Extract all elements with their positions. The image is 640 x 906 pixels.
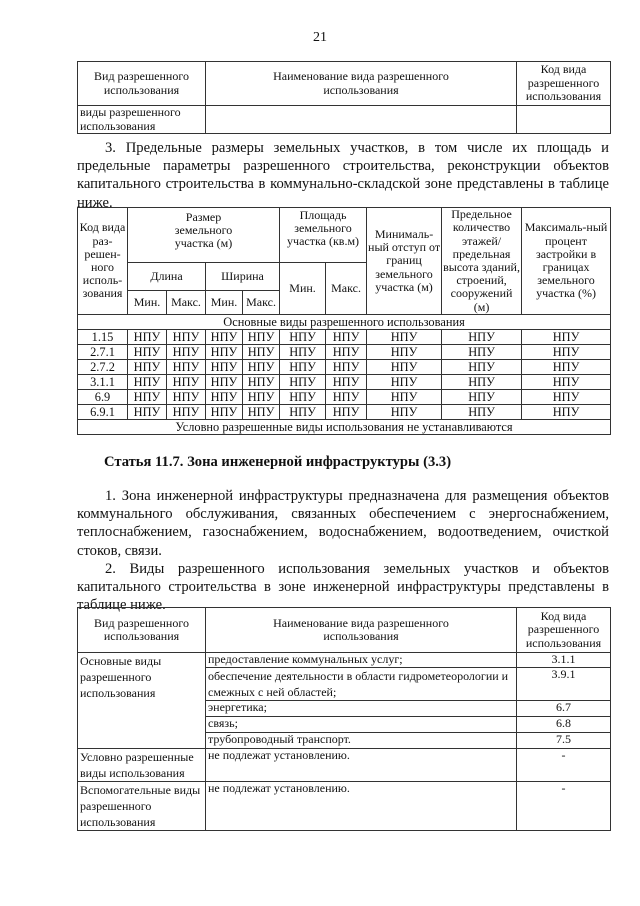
value-cell: НПУ [280,390,326,405]
value-cell: НПУ [326,375,367,390]
auxiliary-label: Вспомогательные виды разрешенного использования [78,782,206,831]
value-cell: НПУ [326,345,367,360]
value-cell: НПУ [128,330,167,345]
header-cell: Наименование вида разрешенного использования [206,62,517,106]
code-cell: 1.15 [78,330,128,345]
value-cell: НПУ [128,390,167,405]
table-cell: виды разрешенного использования [78,106,206,134]
value-cell: НПУ [206,360,243,375]
value-cell: НПУ [128,405,167,420]
header-cell: Вид разрешенного использования [78,62,206,106]
value-cell: НПУ [367,330,442,345]
header-length-max: Макс. [167,291,206,315]
section-main: Основные виды разрешенного использования [78,315,611,330]
use-code: 7.5 [517,733,611,749]
code-cell: 2.7.1 [78,345,128,360]
table-land-parameters [77,207,611,435]
use-code: 6.8 [517,717,611,733]
value-cell: НПУ [243,345,280,360]
article-heading: Статья 11.7. Зона инженерной инфраструктуры (3.3) [104,454,452,470]
value-cell: НПУ [442,405,522,420]
auxiliary-value: не подлежат установлению. [206,782,517,831]
value-cell: НПУ [243,405,280,420]
header-cell: Вид разрешенного использования [78,608,206,653]
value-cell: НПУ [326,330,367,345]
value-cell: НПУ [442,375,522,390]
table-cell [206,106,517,134]
paragraph-2: 2. Виды разрешенного использования земельных участков и объектов капитального строительства в зоне инженерной инфраструктуры представлены в таблице ниже. [77,561,609,614]
value-cell: НПУ [326,405,367,420]
table-permitted-uses-continued [77,61,611,134]
value-cell: НПУ [522,360,611,375]
value-cell: НПУ [243,360,280,375]
value-cell: НПУ [243,330,280,345]
header-floors: Предельное количество этажей/ предельная высота зданий, строений, сооружений (м) [443,207,520,314]
value-cell: НПУ [522,405,611,420]
value-cell: НПУ [206,375,243,390]
header-width-max: Макс. [243,291,280,315]
header-length: Длина [128,263,206,291]
value-cell: НПУ [243,375,280,390]
value-cell: НПУ [167,360,206,375]
value-cell: НПУ [326,360,367,375]
header-area: Площадь земельного участка (кв.м) [280,208,367,263]
value-cell: НПУ [442,390,522,405]
code-cell: 3.1.1 [78,375,128,390]
table-infrastructure-uses [77,607,611,831]
header-cell: Код вида разрешенного использования [517,62,611,106]
value-cell: НПУ [243,390,280,405]
use-name: обеспечение деятельности в области гидрометеорологии и смежных с ней областей; [206,668,517,701]
paragraph-3: 3. Предельные размеры земельных участков, в том числе их площадь и предельные параметры разрешенного строительства, реконструкции объектов капитального строительства в коммунально-складской зоне представлены в таблице ниже. [77,140,609,211]
value-cell: НПУ [367,375,442,390]
value-cell: НПУ [206,330,243,345]
conditional-value: не подлежат установлению. [206,749,517,782]
value-cell: НПУ [522,390,611,405]
use-name: трубопроводный транспорт. [206,733,517,749]
header-width: Ширина [206,263,280,291]
use-code: 3.1.1 [517,653,611,668]
value-cell: НПУ [442,345,522,360]
value-cell: НПУ [206,390,243,405]
header-length-min: Мин. [128,291,167,315]
header-setback: Минималь-ный отступ от границ земельного участка (м) [367,208,442,315]
table-row [78,345,611,360]
header-percent: Максималь-ный процент застройки в границах земельного участка (%) [522,208,611,315]
value-cell: НПУ [206,345,243,360]
use-name: предоставление коммунальных услуг; [206,653,517,668]
page-number: 21 [313,30,327,45]
paragraph-1: 1. Зона инженерной инфраструктуры предназначена для размещения объектов коммунального обслуживания, связанных обеспечением с энергоснабжением, теплоснабжением, газоснабжением, водоснабжением, водоотведением, очисткой стоков, связи. [77,488,609,559]
table-cell [517,106,611,134]
value-cell: НПУ [167,345,206,360]
header-area-max: Макс. [326,263,367,315]
value-cell: НПУ [167,375,206,390]
value-cell: НПУ [442,360,522,375]
value-cell: НПУ [367,345,442,360]
conditional-label: Условно разрешенные виды использования [78,749,206,782]
value-cell: НПУ [128,360,167,375]
value-cell: НПУ [522,330,611,345]
value-cell: НПУ [280,405,326,420]
value-cell: НПУ [167,330,206,345]
value-cell: НПУ [280,360,326,375]
value-cell: НПУ [522,345,611,360]
table-row [78,390,611,405]
use-name: энергетика; [206,701,517,717]
header-code: Код вида раз-решен-ного исполь-зования [78,208,128,315]
value-cell: НПУ [522,375,611,390]
value-cell: НПУ [367,390,442,405]
table-row [78,405,611,420]
value-cell: НПУ [280,375,326,390]
code-cell: 2.7.2 [78,360,128,375]
use-code: 6.7 [517,701,611,717]
header-area-min: Мин. [280,263,326,315]
auxiliary-code: - [517,782,611,831]
value-cell: НПУ [128,375,167,390]
code-cell: 6.9.1 [78,405,128,420]
value-cell: НПУ [326,390,367,405]
value-cell: НПУ [167,405,206,420]
use-code: 3.9.1 [517,668,611,701]
header-cell: Наименование вида разрешенного использования [206,608,517,653]
conditional-code: - [517,749,611,782]
table-row [78,360,611,375]
header-width-min: Мин. [206,291,243,315]
table-row [78,330,611,345]
header-cell: Код вида разрешенного использования [517,608,611,653]
value-cell: НПУ [367,360,442,375]
section-conditional: Условно разрешенные виды использования не устанавливаются [78,420,611,435]
table-row [78,375,611,390]
value-cell: НПУ [367,405,442,420]
code-cell: 6.9 [78,390,128,405]
value-cell: НПУ [128,345,167,360]
value-cell: НПУ [280,345,326,360]
main-uses-label: Основные виды разрешенного использования [78,653,206,749]
value-cell: НПУ [280,330,326,345]
value-cell: НПУ [442,330,522,345]
use-name: связь; [206,717,517,733]
header-size: Размер земельного участка (м) [128,208,280,263]
value-cell: НПУ [167,390,206,405]
value-cell: НПУ [206,405,243,420]
